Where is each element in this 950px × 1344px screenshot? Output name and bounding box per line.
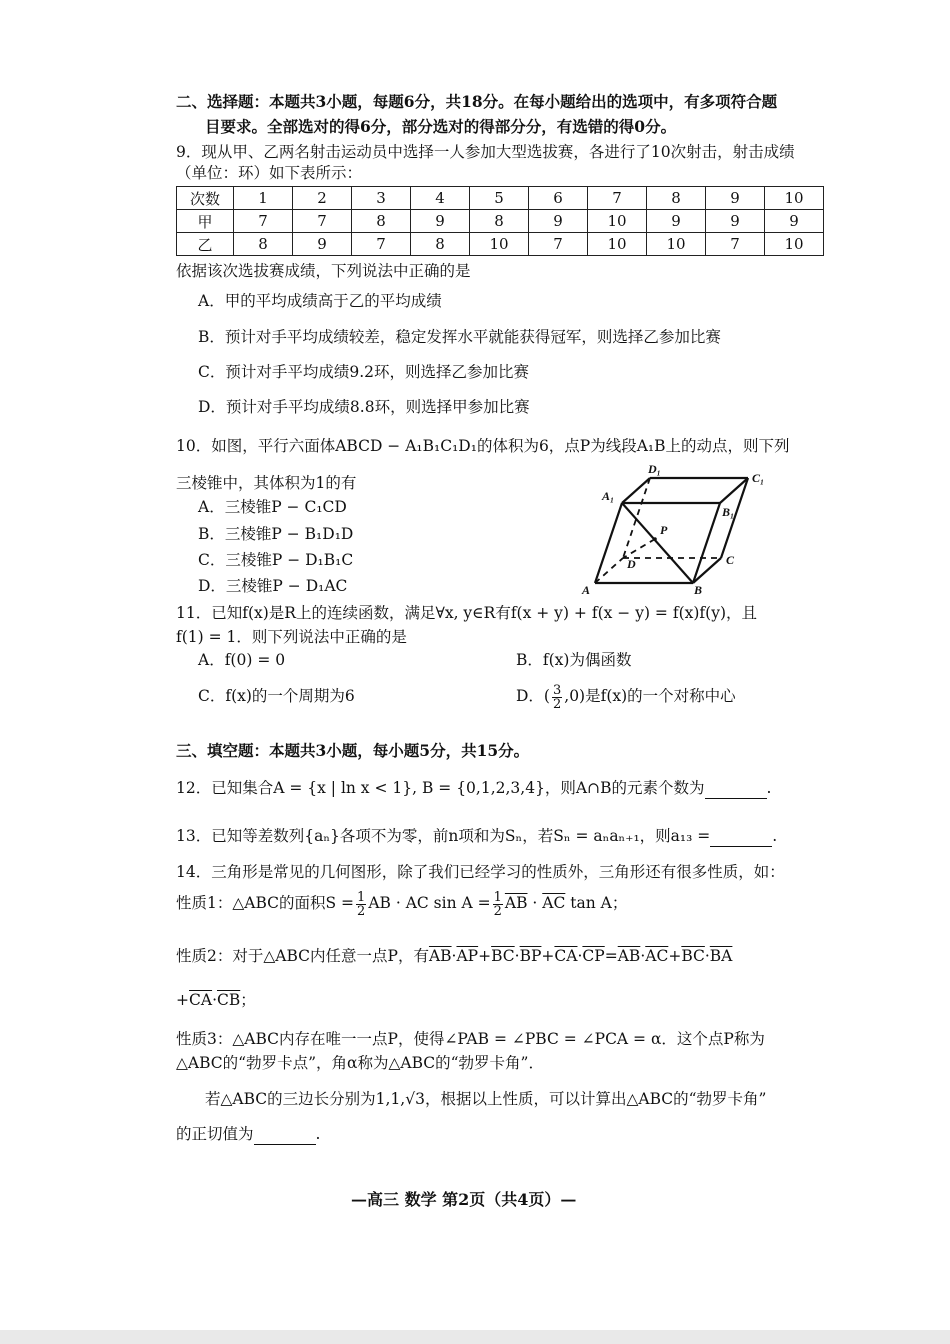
table-cell: 10	[588, 210, 647, 233]
table-cell: 8	[352, 210, 411, 233]
vector-ca: $\overline{CA}$	[189, 991, 213, 1009]
table-cell: 甲	[177, 210, 234, 233]
label-b: B	[694, 583, 703, 597]
score-table	[176, 186, 824, 256]
operator: =	[604, 947, 618, 965]
q14-final-end: .	[315, 1125, 321, 1143]
table-cell: 3	[352, 187, 411, 210]
q9-option-a: A．甲的平均成绩高于乙的平均成绩	[198, 292, 442, 310]
q10-stem-line2: 三棱锥中，其体积为1的有	[176, 474, 357, 492]
vector: $\overline{BC}$	[491, 947, 515, 965]
q13-text: 13．已知等差数列{aₙ}各项不为零，前n项和为Sₙ，若Sₙ = aₙaₙ₊₁，则a₁₃ =	[176, 827, 711, 845]
operator: ·	[640, 947, 646, 965]
section2-header-line1: 二、选择题：本题共3小题，每题6分，共18分。在每小题给出的选项中，有多项符合题	[176, 92, 778, 111]
q10-option-a: A．三棱锥P − C₁CD	[198, 498, 347, 516]
table-cell: 10	[470, 233, 529, 256]
table-cell: 10	[588, 233, 647, 256]
table-cell: 7	[352, 233, 411, 256]
q14-intro: 14．三角形是常见的几何图形，除了我们已经学习的性质外，三角形还有很多性质，如：	[176, 863, 785, 881]
label-d1: D₁	[648, 462, 661, 476]
operator: +	[478, 947, 492, 965]
q14-property3-line2: △ABC的“勃罗卡点”，角α称为△ABC的“勃罗卡角”．	[176, 1054, 544, 1072]
table-cell: 9	[411, 210, 470, 233]
q14-final-line1: 若△ABC的三边长分别为1,1,√3，根据以上性质，可以计算出△ABC的“勃罗卡角”	[205, 1090, 767, 1108]
vector: $\overline{BA}$	[709, 947, 733, 965]
fraction-denominator: 2	[493, 903, 502, 919]
dot: ·	[527, 894, 543, 912]
operator: ·	[577, 947, 583, 965]
table-cell: 6	[529, 187, 588, 210]
parallelepiped-figure	[580, 460, 780, 598]
table-cell: 9	[706, 187, 765, 210]
q14-property3-line1: 性质3：△ABC内存在唯一一点P，使得∠PAB = ∠PBC = ∠PCA = α．这个点P称为	[176, 1030, 765, 1048]
vector: $\overline{CP}$	[582, 947, 605, 965]
q14-property2-cont	[176, 990, 256, 1010]
label-d: D	[627, 557, 636, 571]
fraction-numerator: 1	[357, 889, 366, 905]
p1-suffix: tan A；	[565, 894, 628, 912]
q14-final-text: 的正切值为	[176, 1125, 254, 1143]
table-cell: 9	[529, 210, 588, 233]
answer-blank[interactable]	[254, 1124, 316, 1145]
table-cell: 1	[234, 187, 293, 210]
table-cell: 10	[765, 233, 824, 256]
q9-option-d: D．预计对手平均成绩8.8环，则选择甲参加比赛	[198, 398, 530, 416]
q11-option-d-prefix: D．(	[516, 687, 550, 705]
fraction	[493, 891, 503, 918]
fraction-numerator: 1	[493, 889, 502, 905]
q12-line	[176, 778, 771, 799]
fraction-denominator: 2	[552, 696, 562, 712]
vector: $\overline{AB}$	[617, 947, 641, 965]
table-cell: 10	[647, 233, 706, 256]
table-cell: 7	[588, 187, 647, 210]
table-header-row	[177, 187, 824, 210]
operator: ·	[704, 947, 710, 965]
vector: $\overline{BP}$	[519, 947, 542, 965]
vector: $\overline{AC}$	[645, 947, 669, 965]
q10-option-c: C．三棱锥P − D₁B₁C	[198, 551, 354, 569]
table-cell: 5	[470, 187, 529, 210]
scan-edge	[0, 1330, 950, 1344]
q14-property2	[176, 946, 732, 966]
table-cell: 7	[706, 233, 765, 256]
fraction-denominator: 2	[357, 903, 366, 919]
q11-stem-line2: f(1) = 1．则下列说法中正确的是	[176, 628, 407, 646]
answer-blank[interactable]	[705, 778, 767, 799]
table-cell: 4	[411, 187, 470, 210]
table-cell: 8	[470, 210, 529, 233]
operator: +	[541, 947, 555, 965]
label-p: P	[660, 523, 668, 537]
operator: +	[176, 991, 189, 1009]
q11-option-b: B．f(x)为偶函数	[516, 651, 632, 669]
p1-middle: AB · AC sin A =	[368, 894, 491, 912]
label-b1: B₁	[722, 505, 735, 519]
label-c1: C₁	[752, 471, 765, 485]
q11-option-a: A．f(0) = 0	[198, 651, 286, 669]
q13-line	[176, 826, 777, 847]
q10-option-b: B．三棱锥P − B₁D₁D	[198, 525, 354, 543]
q11-option-d	[516, 678, 736, 714]
table-cell: 7	[529, 233, 588, 256]
q9-stem-line2: （单位：环）如下表所示：	[176, 164, 363, 182]
vector: $\overline{BC}$	[681, 947, 705, 965]
q9-option-b: B．预计对手平均成绩较差，稳定发挥水平就能获得冠军，则选择乙参加比赛	[198, 328, 721, 346]
q13-end: .	[772, 827, 778, 845]
table-row	[177, 233, 824, 256]
q10-stem-line1: 10．如图，平行六面体ABCD − A₁B₁C₁D₁的体积为6，点P为线段A₁B上的动点，则下列	[176, 437, 790, 455]
q11-option-c: C．f(x)的一个周期为6	[198, 687, 355, 705]
q11-stem-line1: 11．已知f(x)是R上的连续函数，满足∀x, y∈R有f(x + y) + f(x − y) = f(x)f(y)，且	[176, 604, 758, 622]
section3-header: 三、填空题：本题共3小题，每小题5分，共15分。	[176, 741, 530, 760]
table-cell: 9	[706, 210, 765, 233]
answer-blank[interactable]	[710, 826, 772, 847]
operator: ·	[451, 947, 457, 965]
vector: $\overline{AP}$	[456, 947, 479, 965]
q14-property1	[176, 886, 627, 920]
fraction	[356, 891, 366, 918]
table-cell: 次数	[177, 187, 234, 210]
q12-text: 12．已知集合A = {x | ln x < 1}, B = {0,1,2,3,4}，则A∩B的元素个数为	[176, 779, 705, 797]
fraction-numerator: 3	[552, 682, 562, 698]
operator: ·	[514, 947, 520, 965]
table-cell: 9	[647, 210, 706, 233]
p2-end: ；	[240, 991, 256, 1009]
label-a1: A₁	[602, 489, 615, 503]
table-cell: 8	[234, 233, 293, 256]
p1-prefix: 性质1：△ABC的面积S =	[176, 894, 355, 912]
operator: ·	[212, 991, 217, 1009]
q12-end: .	[766, 779, 772, 797]
page-footer: —高三 数学 第2页（共4页）—	[351, 1190, 577, 1209]
label-a: A	[582, 583, 591, 597]
fraction	[552, 684, 562, 711]
q9-question: 依据该次选拔赛成绩，下列说法中正确的是	[176, 262, 471, 280]
table-cell: 10	[765, 187, 824, 210]
q9-stem-line1: 9．现从甲、乙两名射击运动员中选择一人参加大型选拔赛，各进行了10次射击，射击成绩	[176, 143, 795, 161]
vector-cb: $\overline{CB}$	[217, 991, 241, 1009]
table-cell: 2	[293, 187, 352, 210]
q14-final-line2	[176, 1124, 320, 1145]
table-cell: 7	[234, 210, 293, 233]
table-cell: 7	[293, 210, 352, 233]
q9-option-c: C．预计对手平均成绩9.2环，则选择乙参加比赛	[198, 363, 530, 381]
p2-prefix: 性质2：对于△ABC内任意一点P，有	[176, 947, 429, 965]
vector-ac: $\overline{AC}$	[542, 894, 566, 912]
section2-header-line2: 目要求。全部选对的得6分，部分选对的得部分分，有选错的得0分。	[205, 117, 677, 136]
vector-ab: $\overline{AB}$	[504, 894, 528, 912]
operator: +	[668, 947, 682, 965]
table-cell: 9	[293, 233, 352, 256]
vector: $\overline{AB}$	[428, 947, 452, 965]
q11-option-d-suffix: ,0)是f(x)的一个对称中心	[564, 687, 736, 705]
vector: $\overline{CA}$	[554, 947, 578, 965]
q10-option-d: D．三棱锥P − D₁AC	[198, 577, 348, 595]
table-cell: 8	[647, 187, 706, 210]
table-row	[177, 210, 824, 233]
table-cell: 9	[765, 210, 824, 233]
label-c: C	[726, 553, 735, 567]
table-cell: 8	[411, 233, 470, 256]
table-cell: 乙	[177, 233, 234, 256]
